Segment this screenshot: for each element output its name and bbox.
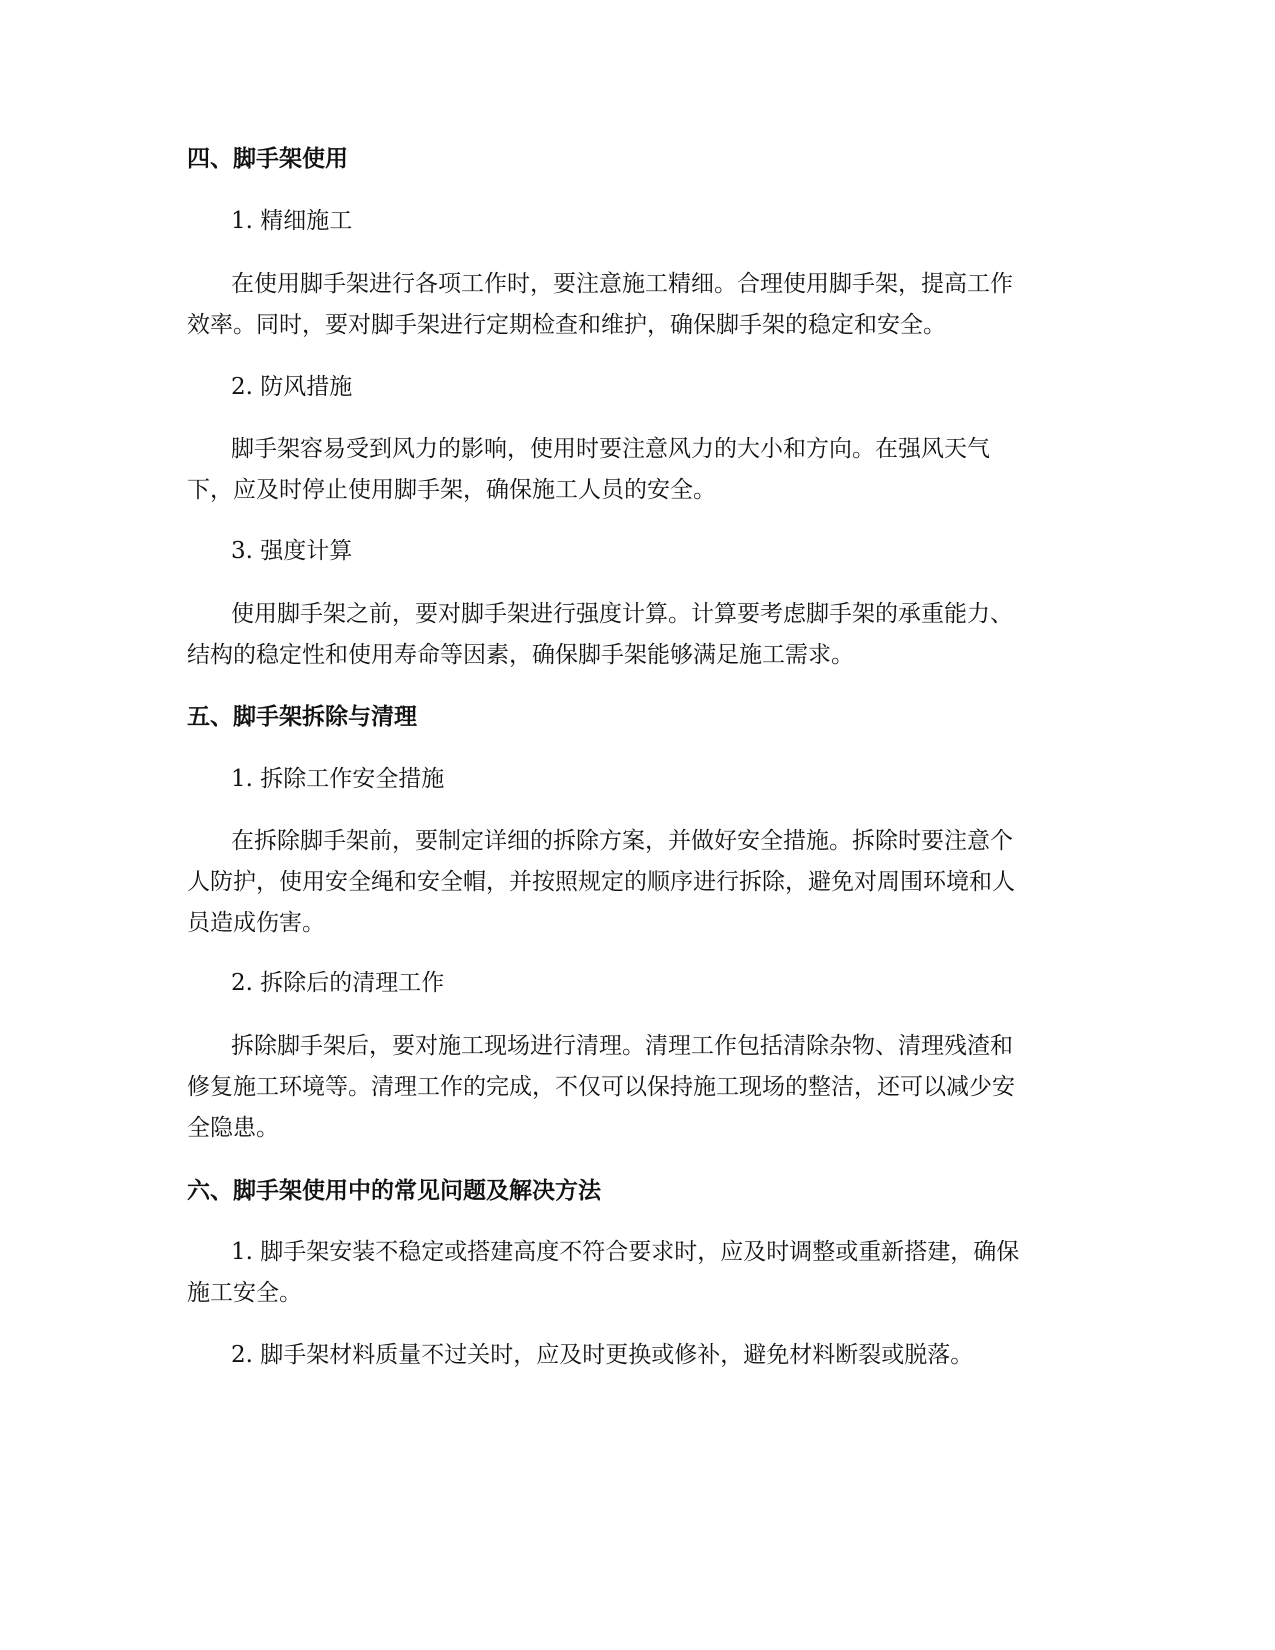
section-heading-4: 四、脚手架使用 xyxy=(187,146,348,172)
paragraph-line: 拆除脚手架后，要对施工现场进行清理。清理工作包括清除杂物、清理残渣和 xyxy=(231,1033,1013,1059)
paragraph-issue-2 xyxy=(187,1335,1087,1376)
section-heading-5: 五、脚手架拆除与清理 xyxy=(187,704,417,730)
paragraph-issue-1 xyxy=(187,1232,1087,1314)
paragraph-line: 效率。同时，要对脚手架进行定期检查和维护，确保脚手架的稳定和安全。 xyxy=(187,312,946,338)
paragraph-precise-construction xyxy=(187,264,1087,346)
paragraph-removal-safety xyxy=(187,821,1087,944)
paragraph-line: 在使用脚手架进行各项工作时，要注意施工精细。合理使用脚手架，提高工作 xyxy=(231,271,1013,297)
paragraph-line: 全隐患。 xyxy=(187,1115,279,1141)
paragraph-line: 下，应及时停止使用脚手架，确保施工人员的安全。 xyxy=(187,477,716,503)
paragraph-line: 在拆除脚手架前，要制定详细的拆除方案，并做好安全措施。拆除时要注意个 xyxy=(231,828,1013,854)
paragraph-line: 使用脚手架之前，要对脚手架进行强度计算。计算要考虑脚手架的承重能力、 xyxy=(231,601,1013,627)
subheading-strength-calculation: 3. 强度计算 xyxy=(231,538,353,564)
paragraph-line: 2. 脚手架材料质量不过关时，应及时更换或修补，避免材料断裂或脱落。 xyxy=(231,1342,974,1368)
paragraph-line: 脚手架容易受到风力的影响，使用时要注意风力的大小和方向。在强风天气 xyxy=(231,436,990,462)
paragraph-line: 施工安全。 xyxy=(187,1280,302,1306)
paragraph-line: 修复施工环境等。清理工作的完成，不仅可以保持施工现场的整洁，还可以减少安 xyxy=(187,1074,1015,1100)
subheading-post-removal-cleanup: 2. 拆除后的清理工作 xyxy=(231,970,445,996)
paragraph-line: 1. 脚手架安装不稳定或搭建高度不符合要求时，应及时调整或重新搭建，确保 xyxy=(231,1239,1020,1265)
paragraph-line: 人防护，使用安全绳和安全帽，并按照规定的顺序进行拆除，避免对周围环境和人 xyxy=(187,869,1015,895)
paragraph-post-removal-cleanup xyxy=(187,1026,1087,1149)
paragraph-line: 员造成伤害。 xyxy=(187,910,325,936)
subheading-precise-construction: 1. 精细施工 xyxy=(231,208,353,234)
paragraph-wind-protection xyxy=(187,429,1087,511)
section-heading-6: 六、脚手架使用中的常见问题及解决方法 xyxy=(187,1178,601,1204)
subheading-removal-safety: 1. 拆除工作安全措施 xyxy=(231,766,445,792)
paragraph-line: 结构的稳定性和使用寿命等因素，确保脚手架能够满足施工需求。 xyxy=(187,642,854,668)
paragraph-strength-calculation xyxy=(187,594,1087,676)
subheading-wind-protection: 2. 防风措施 xyxy=(231,374,353,400)
